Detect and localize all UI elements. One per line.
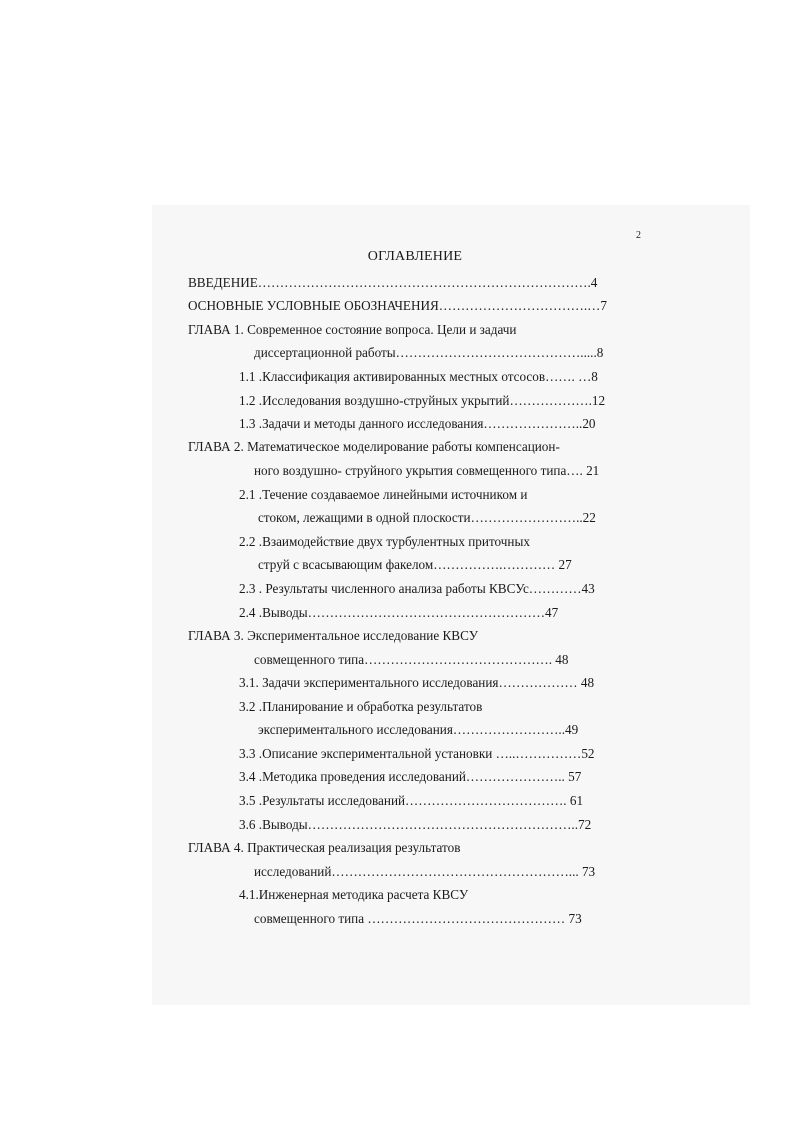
toc-chapter-4: ГЛАВА 4. Практическая реализация результатов: [188, 840, 461, 855]
toc-section-3-3: 3.3 .Описание экспериментальной установки …..……………52: [239, 746, 595, 761]
toc-section-2-2: 2.2 .Взаимодействие двух турбулентных приточных: [239, 534, 530, 549]
toc-section-3-4: 3.4 .Методика проведения исследований………………….. 57: [239, 769, 582, 784]
toc-section-1-2: 1.2 .Исследования воздушно-струйных укрытий……………….12: [239, 393, 606, 408]
toc-section-1-1: 1.1 .Классификация активированных местных отсосов……. …8: [239, 369, 598, 384]
toc-section-4-1: 4.1.Инженерная методика расчета КВСУ: [239, 887, 469, 902]
toc-chapter-1: ГЛАВА 1. Современное состояние вопроса. Цели и задачи: [188, 322, 517, 337]
toc-section-1-3: 1.3 .Задачи и методы данного исследования…………………..20: [239, 416, 596, 431]
toc-title: ОГЛАВЛЕНИЕ: [367, 249, 463, 264]
toc-chapter-4-continued: исследований………………………………………………... 73: [254, 864, 596, 879]
toc-chapter-3: ГЛАВА 3. Экспериментальное исследование КВСУ: [188, 628, 479, 643]
toc-section-2-1-continued: стоком, лежащими в одной плоскости……………………..22: [258, 510, 596, 525]
toc-chapter-2-continued: ного воздушно- струйного укрытия совмещенного типа…. 21: [254, 463, 600, 478]
toc-chapter-3-continued: совмещенного типа……………………………………. 48: [254, 652, 569, 667]
toc-section-2-2-continued: струй с всасывающим факелом…………….………… 27: [258, 557, 572, 572]
toc-section-3-2-continued: экспериментального исследования……………………..49: [258, 722, 579, 737]
page-number: 2: [636, 230, 641, 241]
toc-section-2-4: 2.4 .Выводы………………………………………………47: [239, 605, 559, 620]
toc-section-3-5: 3.5 .Результаты исследований………………………………. 61: [239, 793, 584, 808]
toc-chapter-1-continued: диссертационной работы…………………………………….....8: [254, 345, 604, 360]
toc-section-2-1: 2.1 .Течение создаваемое линейными источником и: [239, 487, 528, 502]
toc-section-3-2: 3.2 .Планирование и обработка результатов: [239, 699, 483, 714]
toc-section-4-1-continued: совмещенного типа ……………………………………… 73: [254, 911, 582, 926]
toc-entry-notation: ОСНОВНЫЕ УСЛОВНЫЕ ОБОЗНАЧЕНИЯ…………………………….…7: [188, 298, 607, 313]
toc-section-3-1: 3.1. Задачи экспериментального исследования……………… 48: [239, 675, 595, 690]
toc-section-2-3: 2.3 . Результаты численного анализа работы КВСУс…………43: [239, 581, 595, 596]
toc-chapter-2: ГЛАВА 2. Математическое моделирование работы компенсацион-: [188, 439, 560, 454]
toc-entry-introduction: ВВЕДЕНИЕ………………………………………………………………….4: [188, 275, 598, 290]
toc-section-3-6: 3.6 .Выводы……………………………………………………..72: [239, 817, 592, 832]
